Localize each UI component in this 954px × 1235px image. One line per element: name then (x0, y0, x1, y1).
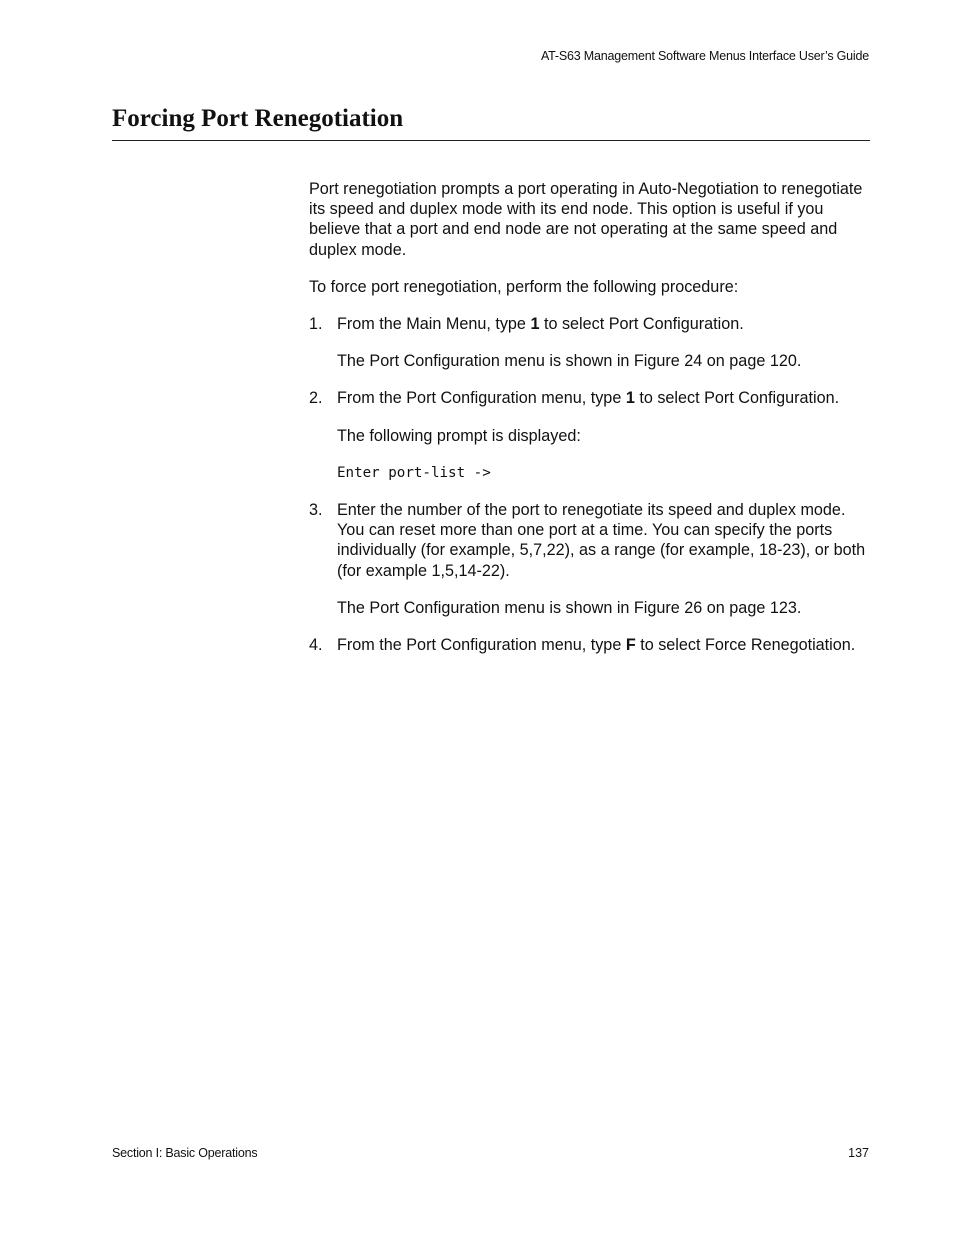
step-number: 4. (309, 636, 323, 655)
intro-paragraph: Port renegotiation prompts a port operating in Auto-Negotiation to renegotiate its speed and duplex mode with its end node. This option is useful if you believe that a port and end node are not operating at the same speed and duplex mode. (309, 180, 863, 259)
step-text: to select Force Renegotiation. (635, 636, 856, 655)
step-text: to select Port Configuration. (539, 315, 744, 334)
step-key: 1 (625, 389, 635, 408)
procedure-step-3 (309, 500, 874, 581)
section-title: Forcing Port Renegotiation (112, 105, 404, 132)
step-note: The following prompt is displayed: (337, 426, 581, 445)
page-number: 137 (848, 1146, 869, 1160)
step-number: 2. (309, 389, 323, 408)
step-number: 1. (309, 315, 323, 334)
step-key: 1 (530, 315, 540, 334)
step-key: F (625, 636, 636, 655)
step-text: From the Port Configuration menu, type (337, 636, 626, 655)
step-text: to select Port Configuration. (634, 389, 840, 408)
step-text: From the Main Menu, type (337, 315, 531, 334)
step-text: From the Port Configuration menu, type (337, 389, 626, 408)
step-note: The Port Configuration menu is shown in Figure 26 on page 123. (337, 598, 802, 617)
footer-section: Section I: Basic Operations (112, 1146, 258, 1160)
running-header: AT-S63 Management Software Menus Interface User’s Guide (540, 49, 869, 63)
step-text: Enter the number of the port to renegotiate its speed and duplex mode. You can reset more than one port at a time. You can specify the ports individually (for example, 5,7,22), as a range (for example, 18-23), or both (for example 1,5,14-22). (337, 501, 866, 580)
procedure-step-2 (309, 388, 874, 408)
title-divider (112, 140, 870, 141)
body-content (309, 179, 874, 672)
step-note: The Port Configuration menu is shown in Figure 24 on page 120. (337, 352, 802, 371)
command-prompt: Enter port-list -> (337, 464, 491, 481)
procedure-step-1 (309, 314, 874, 334)
procedure-step-4 (309, 635, 874, 655)
step-number: 3. (309, 501, 323, 520)
procedure-lead: To force port renegotiation, perform the following procedure: (309, 277, 739, 296)
